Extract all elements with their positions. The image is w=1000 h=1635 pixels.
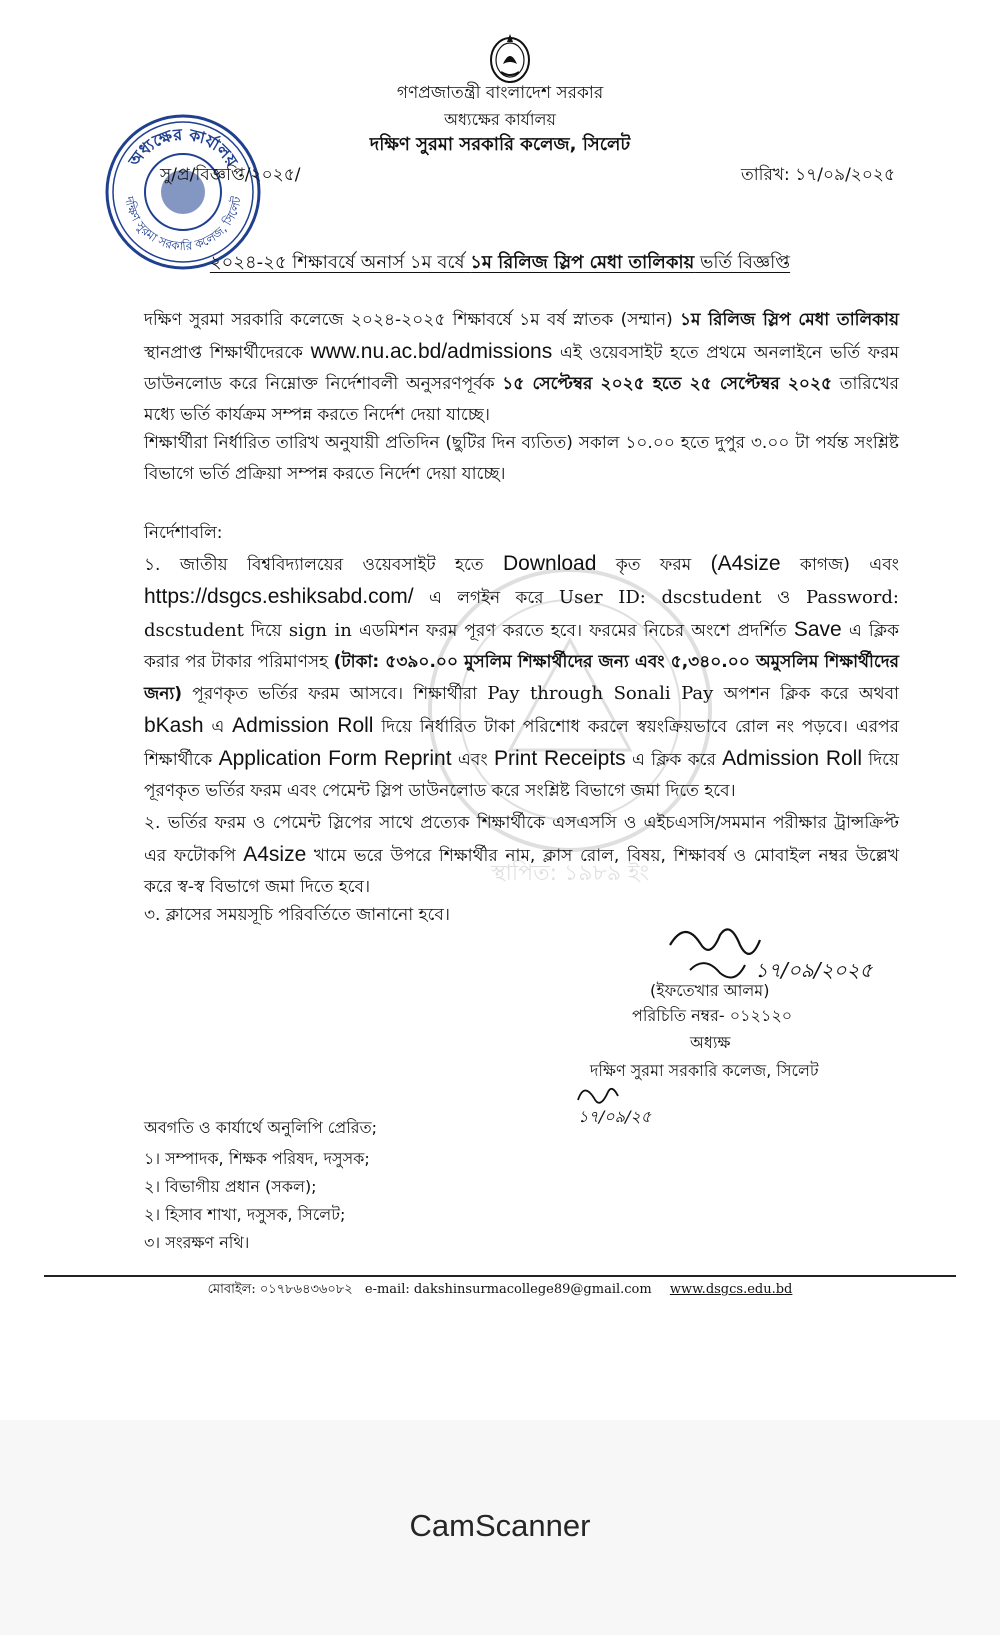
nu-admission-url: www.nu.ac.bd/admissions [310,340,553,363]
notice-date: তারিখ: ১৭/০৯/২০২৫ [740,165,895,185]
admission-period: ১৫ সেপ্টেম্বর ২০২৫ হতে ২৫ সেপ্টেম্বর ২০২৫ [502,374,833,394]
bkash-option: bKash [144,714,204,737]
footer-mobile: মোবাইল: ০১৭৮৬৪৩৬০৮২ [207,1282,353,1297]
signatory-id: পরিচিতি নম্বর- ০১২১২০ [632,1006,793,1025]
office-name: অধ্যক্ষের কার্যালয় [444,110,556,129]
a4size-envelope: A4size [243,843,307,866]
login-credentials: User ID: dscstudent ও Password: dscstudent [144,587,899,641]
intro-text-e: এই ওয়েবসাইট হতে প্রথমে অনলাইনে ভর্তি ফরম ডাউনলোড করে নিম্নোক্ত নির্দেশাবলী অনুসরণপূর্বক [144,343,900,394]
admission-roll-term: Admission Roll [232,714,374,737]
timing-paragraph: শিক্ষার্থীরা নির্ধারিত তারিখ অনুযায়ী প্রতিদিন (ছুটির দিন ব্যতিত) সকাল ১০.০০ হতে দুপুর ৩.০০ টা পর্যন্ত সংশ্লিষ্ট বিভাগে ভর্তি প্রক্রিয়া সম্পন্ন করতে নির্দেশ দেয়া যাচ্ছে। [144,433,899,484]
footer-website: www.dsgcs.edu.bd [669,1282,793,1297]
signature-date: ১৭/০৯/২০২৫ [755,958,873,982]
signatory-college: দক্ষিণ সুরমা সরকারি কলেজ, সিলেট [590,1061,819,1080]
instructions-heading: নির্দেশাবলি: [144,523,223,543]
footer-email: e-mail: dakshinsurmacollege89@gmail.com [364,1282,652,1297]
seal-outer-text: অধ্যক্ষের কার্যালয় [124,124,242,170]
copy-to-item: ১। সম্পাদক, শিক্ষক পরিষদ, দসুসক; [144,1149,370,1168]
memo-reference: সু/প্র/বিজ্ঞপ্তি/২০২৫/ [160,165,301,185]
intro-merit-list: ১ম রিলিজ স্লিপ মেধা তালিকায় [680,310,899,330]
copy-to-heading: অবগতি ও কার্যার্থে অনুলিপি প্রেরিত; [144,1118,377,1137]
initials-date: ১৭/০৯/২৫ [578,1107,652,1126]
instruction-item-3: ৩. ক্লাসের সময়সূচি পরিবর্তিতে জানানো হবে। [144,905,450,925]
college-portal-url: https://dsgcs.eshiksabd.com/ [144,585,414,608]
intro-text-g: তারিখের মধ্যে ভর্তি কার্যক্রম সম্পন্ন করতে নির্দেশ দেয়া যাচ্ছে। [144,374,899,425]
bangladesh-emblem-icon [485,30,535,86]
intro-paragraph [144,305,899,431]
admission-roll-term-2: Admission Roll [722,747,862,770]
title-prefix: ২০২৪-২৫ শিক্ষাবর্ষে অনার্স ১ম বর্ষে [209,252,471,273]
intro-text-c: স্থানপ্রাপ্ত শিক্ষার্থীদেরকে [144,343,311,363]
instruction-item-1: ১. জাতীয় বিশ্ববিদ্যালয়ের ওয়েবসাইট হতে Download কৃত ফরম (A4size কাগজ) এবং https://dsgcs.eshiksabd.com/ এ লগইন করে User ID: dscstudent ও Password: dscstudent দিয়ে sign in এডমিশন ফরম পূরণ করতে হবে। ফরমের নিচের অংশে প্রদর্শিত Save এ ক্লিক করার পর টাকার পরিমাণসহ (টাকা: ৫৩৯০.০০ মুসলিম শিক্ষার্থীদের জন্য এবং ৫,৩৪০.০০ অমুসলিম শিক্ষার্থীদের জন্য) পূরণকৃত ভর্তির ফরম আসবে। শিক্ষার্থীরা Pay through Sonali Pay অপশন ক্লিক করে অথবা bKash এ Admission Roll দিয়ে নির্ধারিত টাকা পরিশোধ করলে স্বয়ংক্রিয়ভাবে রোল নং পড়বে। এরপর শিক্ষার্থীকে Application Form Reprint এবং Print Receipts এ ক্লিক করে Admission Roll দিয়ে পূরণকৃত ভর্তির ফরম এবং পেমেন্ট স্লিপ ডাউনলোড করে সংশ্লিষ্ট বিভাগে জমা দিতে হবে। [144,552,900,801]
handwritten-initials [570,1078,680,1128]
sonali-pay-option: Pay through Sonali Pay [487,683,714,704]
print-receipts-term: Print Receipts [494,747,626,770]
notice-title [0,248,1000,279]
instruction-item-2: ২. ভর্তির ফরম ও পেমেন্ট স্লিপের সাথে প্রত্যেক শিক্ষার্থীকে এসএসসি ও এইচএসসি/সমমান পরীক্ষার ট্রান্সক্রিপ্ট এর ফটোকপি A4size খামে ভরে উপরে শিক্ষার্থীর নাম, ক্লাস রোল, বিষয়, শিক্ষাবর্ষ ও মোবাইল নম্বর উল্লেখ করে স্ব-স্ব বিভাগে জমা দিতে হবে। [144,813,899,897]
camscanner-watermark: CamScanner [409,1508,591,1543]
signatory-role: অধ্যক্ষ [690,1033,731,1052]
copy-to-list [144,1145,370,1257]
government-name: গণপ্রজাতন্ত্রী বাংলাদেশ সরকার [396,83,604,103]
college-name: দক্ষিণ সুরমা সরকারি কলেজ, সিলেট [369,134,631,155]
copy-to-item: ২। বিভাগীয় প্রধান (সকল); [144,1177,317,1196]
intro-text-a: দক্ষিণ সুরমা সরকারি কলেজে ২০২৪-২০২৫ শিক্ষাবর্ষে ১ম বর্ষ স্নাতক (সম্মান) [144,310,681,330]
letterhead-footer [0,1280,1000,1301]
title-bold: ১ম রিলিজ স্লিপ মেধা তালিকায় [470,252,695,273]
signatory-name: (ইফতেখার আলম) [650,981,770,1000]
watermark-established: স্থাপিত: ১৯৮৯ ইং [490,861,650,886]
title-suffix: ভর্তি বিজ্ঞপ্তি [694,252,791,273]
copy-to-item: ৩। সংরক্ষণ নথি। [144,1233,250,1252]
application-reprint-term: Application Form Reprint [218,747,452,770]
sign-in-term: sign in [288,620,352,641]
download-term: Download [503,552,597,575]
footer-divider [44,1275,956,1277]
seal-inner-text: দক্ষিণ সুরমা সরকারি কলেজ, সিলেট [122,195,244,254]
a4size-term: (A4size [710,552,781,575]
save-term: Save [793,618,842,641]
copy-to-item: ২। হিসাব শাখা, দসুসক, সিলেট; [144,1205,346,1224]
admission-fee: (টাকা: ৫৩৯০.০০ মুসলিম শিক্ষার্থীদের জন্য এবং ৫,৩৪০.০০ অমুসলিম শিক্ষার্থীদের জন্য) [144,652,900,704]
